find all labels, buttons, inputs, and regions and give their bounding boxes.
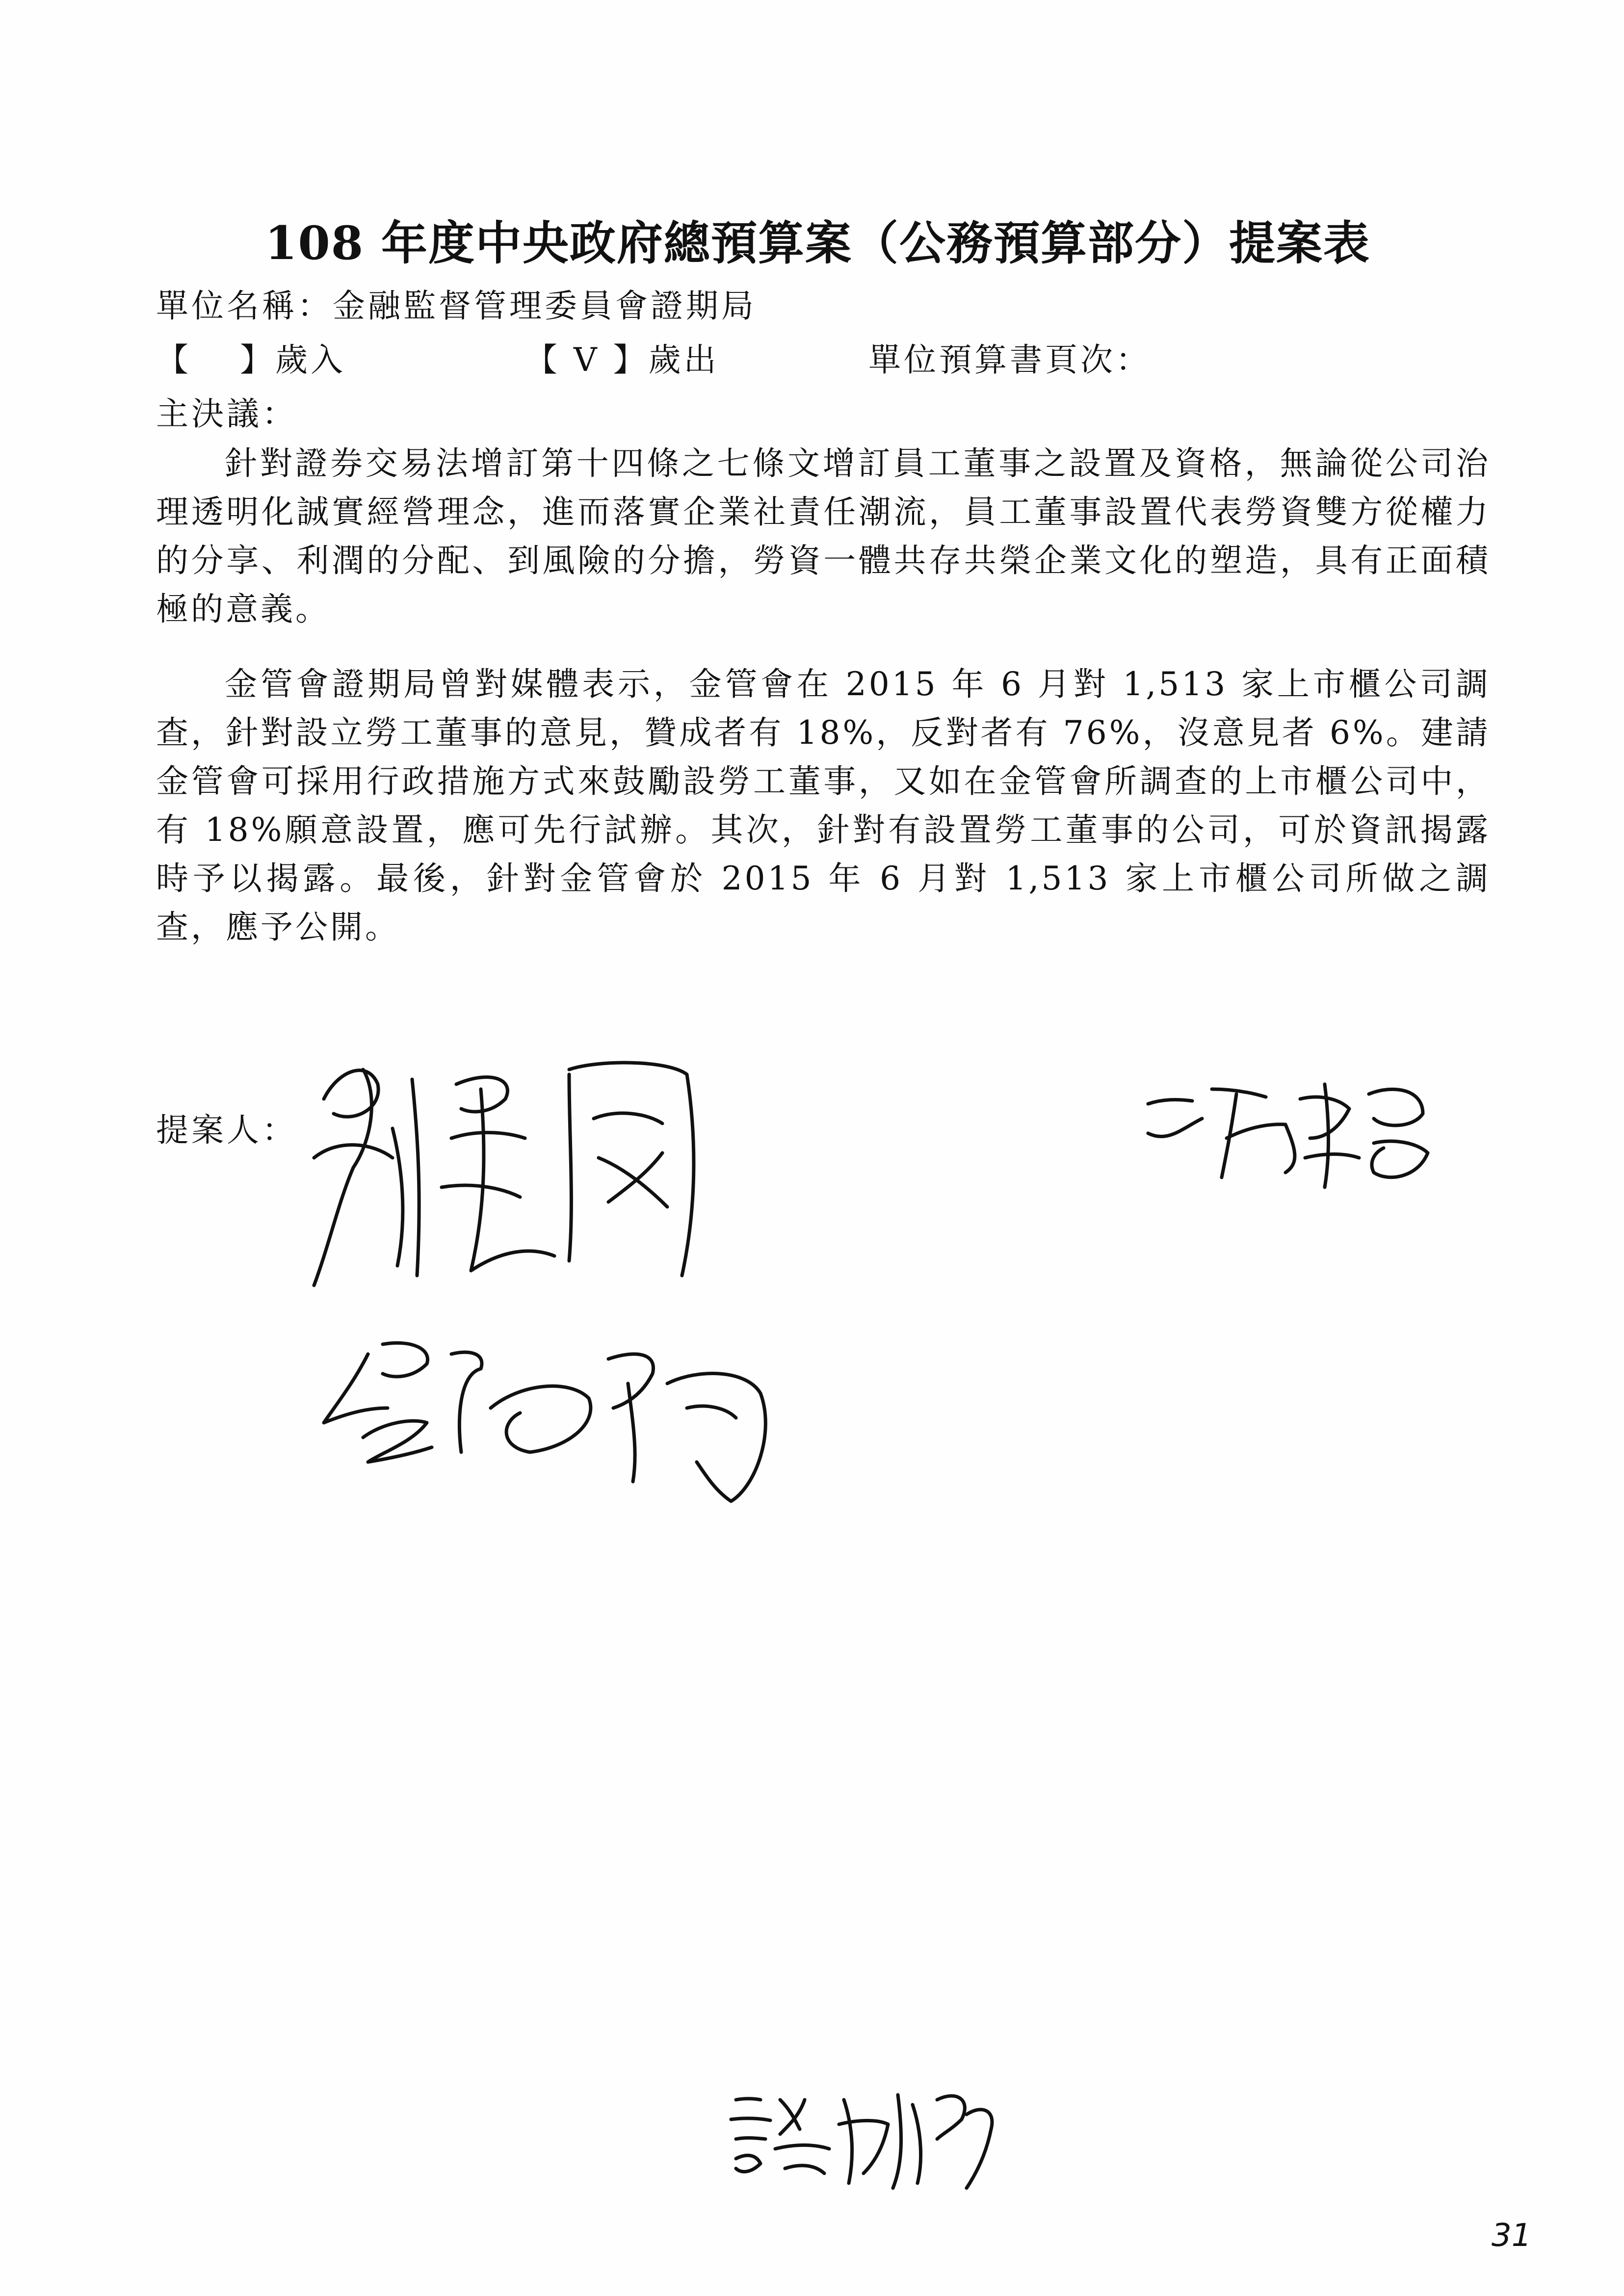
signature-1 bbox=[294, 1040, 726, 1315]
expenditure-checkbox-label: 【 V 】歲出 bbox=[525, 341, 719, 379]
signature-2 bbox=[1138, 1070, 1442, 1197]
unit-name-line: 單位名稱：金融監督管理委員會證期局 bbox=[156, 287, 757, 325]
signature-3 bbox=[314, 1325, 785, 1511]
handwritten-note-drawing bbox=[726, 2080, 1001, 2193]
signature-3-drawing bbox=[314, 1325, 785, 1511]
page-number: 31 bbox=[1492, 2218, 1532, 2254]
proposer-label: 提案人： bbox=[156, 1111, 297, 1149]
signature-2-drawing bbox=[1138, 1070, 1442, 1197]
resolution-paragraph-1: 針對證券交易法增訂第十四條之七條文增訂員工董事之設置及資格，無論從公司治理透明化誠實經營理念，進而落實企業社責任潮流，員工董事設置代表勞資雙方從權力的分享、利潤的分配、到風險的分擔，勞資一體共存共榮企業文化的塑造，具有正面積極的意義。 bbox=[156, 444, 1491, 628]
signature-1-drawing bbox=[294, 1040, 726, 1315]
document-title: 108 年度中央政府總預算案（公務預算部分）提案表 bbox=[265, 216, 1370, 270]
resolution-label: 主決議： bbox=[156, 395, 297, 433]
revenue-checkbox-label: 【 】歲入 bbox=[156, 341, 346, 379]
budget-page-reference: 單位預算書頁次： bbox=[868, 341, 1151, 379]
resolution-paragraph-2: 金管會證期局曾對媒體表示，金管會在 2015 年 6 月對 1,513 家上市櫃公司調查，針對設立勞工董事的意見，贊成者有 18%，反對者有 76%，沒意見者 6%。建請金管會可採用行政措施方式來鼓勵設勞工董事，又如在金管會所調查的上市櫃公司中，有 18%願意設置，應可先行試辦。其次，針對有設置勞工董事的公司，可於資訊揭露時予以揭露。最後，針對金管會於 2015 年 6 月對 1,513 家上市櫃公司所做之調查，應予公開。 bbox=[156, 665, 1491, 946]
handwritten-note bbox=[726, 2080, 1001, 2193]
